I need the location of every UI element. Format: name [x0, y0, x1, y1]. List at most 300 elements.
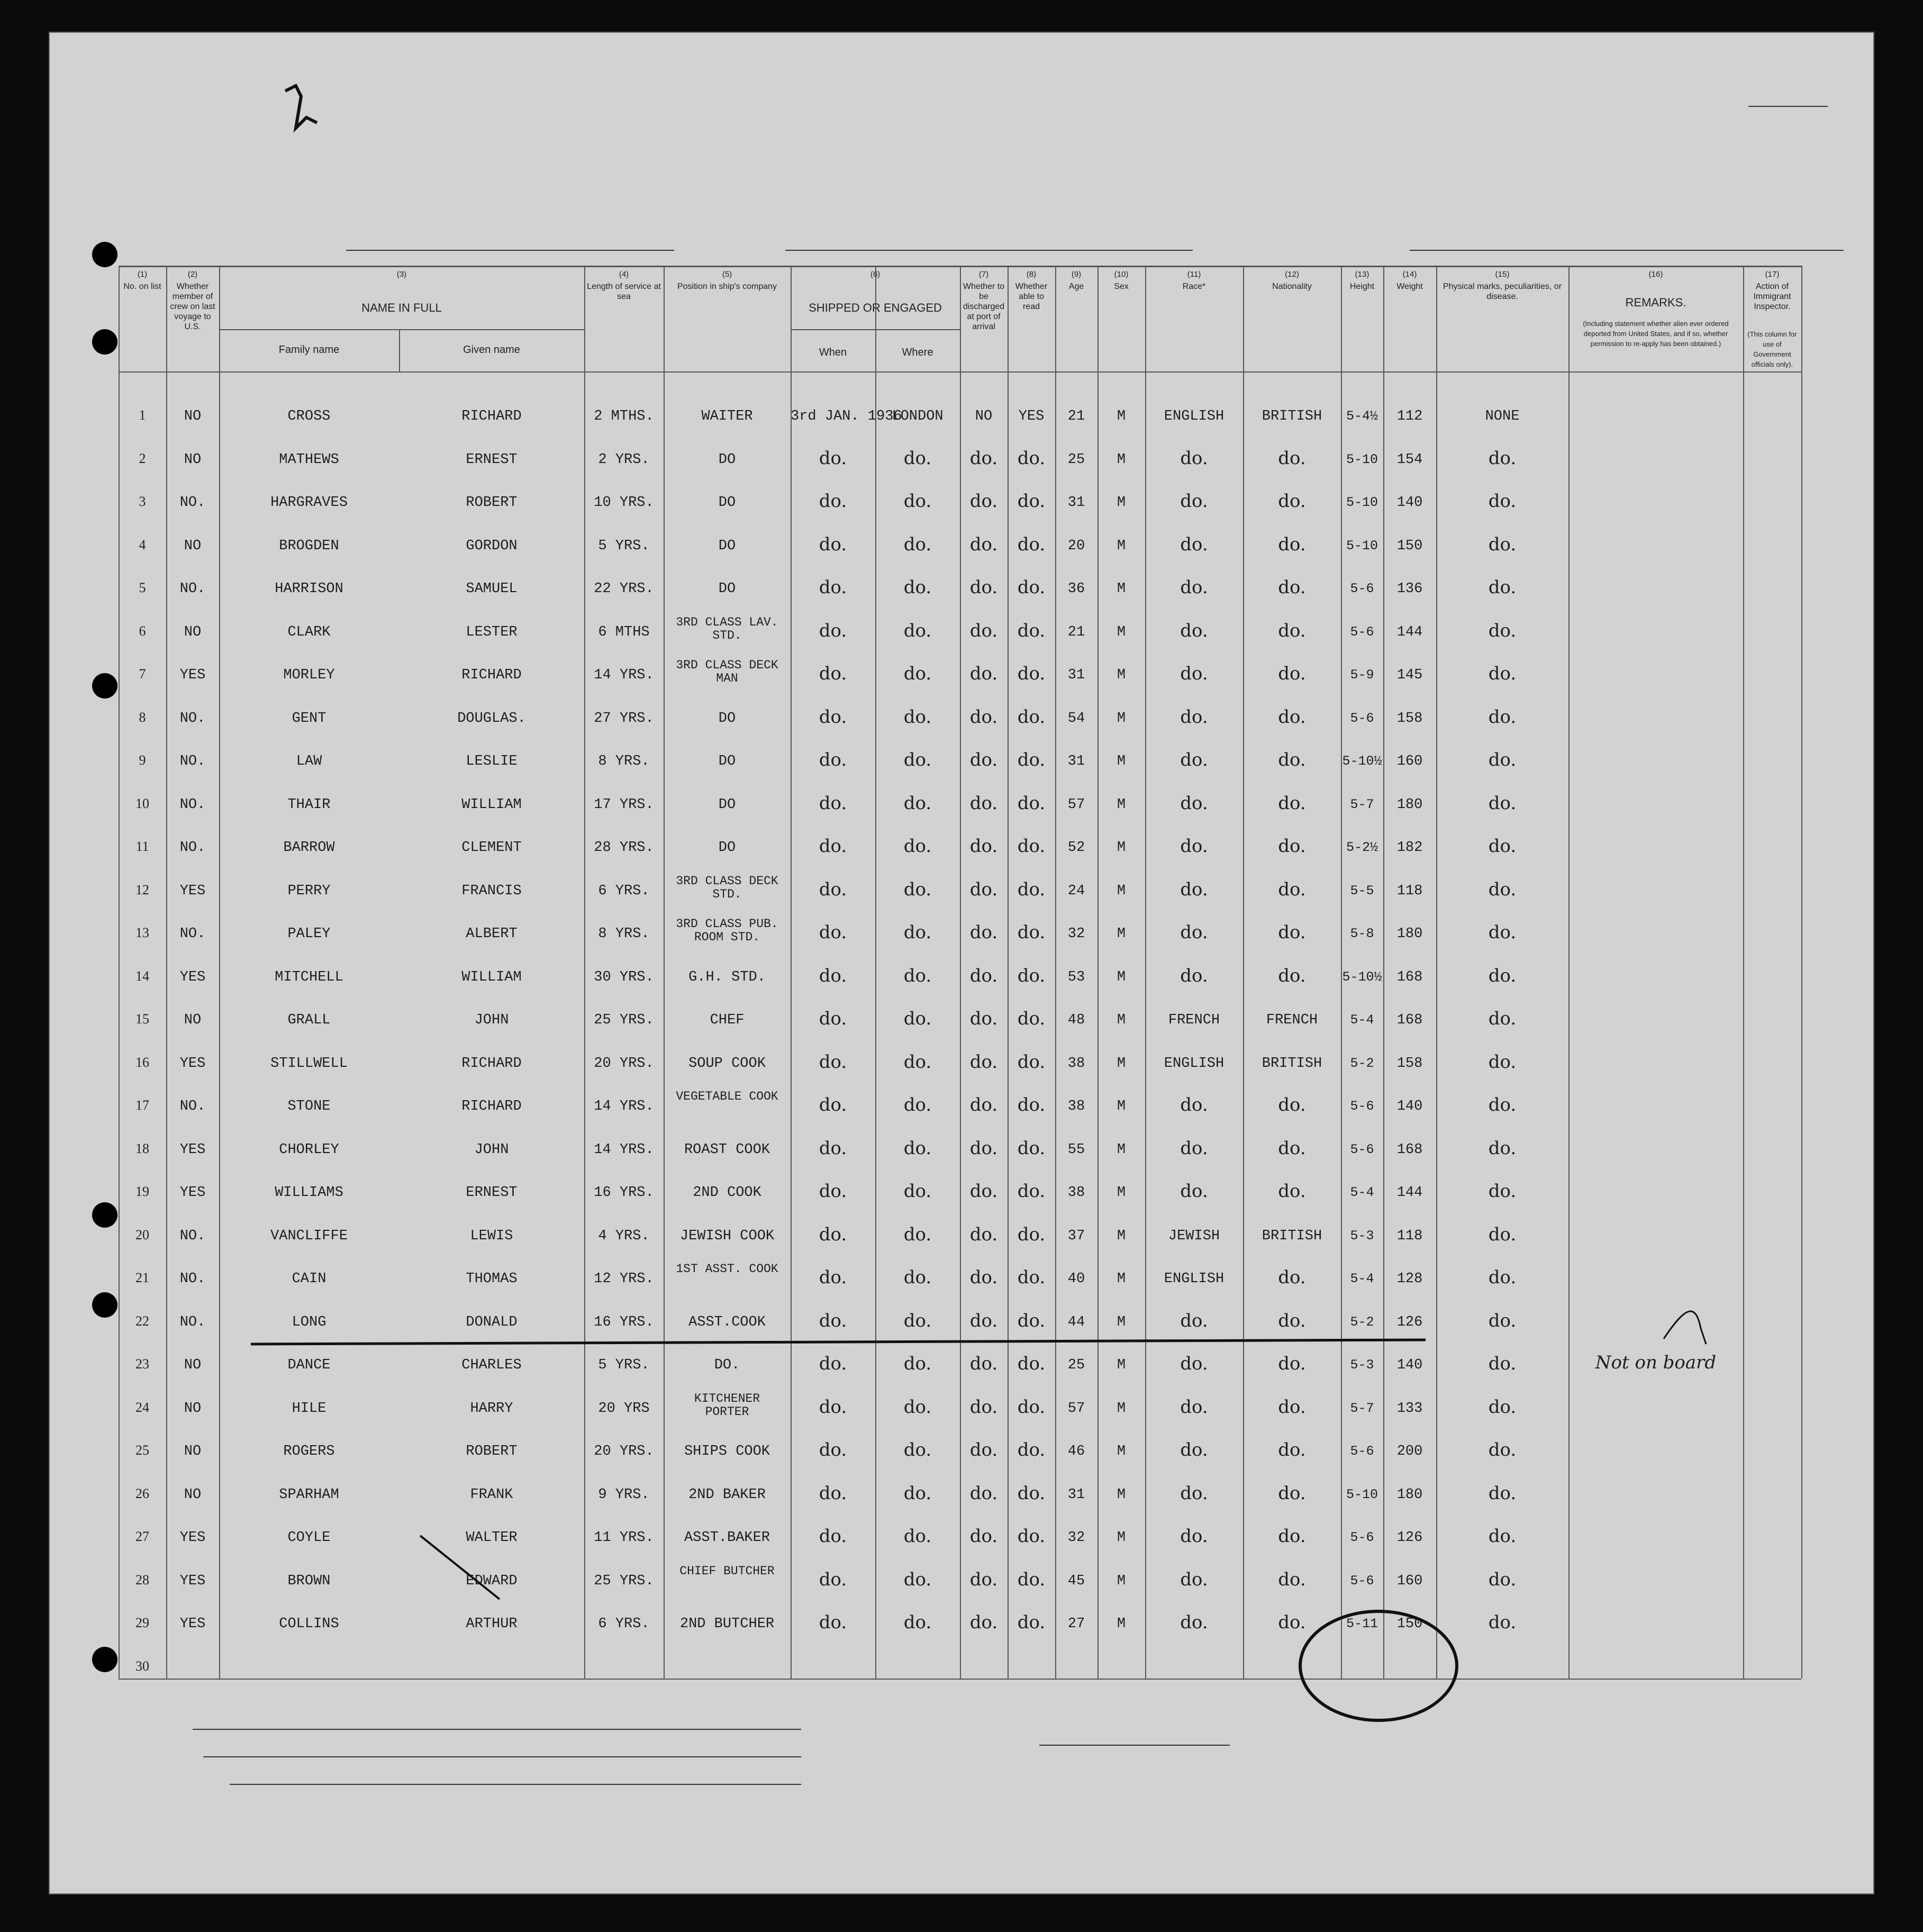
discharged-cell: do.	[969, 491, 998, 512]
weight-cell: 133	[1396, 1400, 1423, 1417]
able-to-read-cell: do.	[1017, 922, 1046, 943]
shipped-when-cell: do.	[819, 1568, 847, 1590]
nationality-cell: FRENCH	[1266, 1012, 1318, 1028]
able-to-read-cell: do.	[1017, 749, 1046, 770]
height-cell: 5-7	[1350, 1400, 1374, 1416]
race-cell: do.	[1180, 1526, 1208, 1547]
physical-marks-cell: do.	[1488, 1310, 1517, 1331]
shipped-where-cell: do.	[903, 1568, 932, 1590]
height-cell: 5-10	[1346, 451, 1378, 467]
shipped-where-cell: do.	[903, 1439, 932, 1461]
shipped-when-cell: do.	[819, 1353, 847, 1374]
shipped-where-cell: do.	[903, 922, 932, 943]
weight-cell: 150	[1396, 538, 1423, 554]
shipped-where-cell: do.	[903, 1223, 932, 1245]
row-number: 16	[135, 1054, 149, 1070]
age-cell: 52	[1067, 840, 1085, 856]
prev-voyage-cell: NO	[184, 1486, 202, 1503]
sex-cell: M	[1117, 624, 1126, 640]
able-to-read-cell: do.	[1017, 620, 1046, 641]
discharged-cell: do.	[969, 1568, 998, 1590]
age-cell: 48	[1067, 1012, 1085, 1028]
shipped-when-cell: do.	[819, 878, 847, 900]
shipped-where-cell: do.	[903, 491, 932, 512]
age-cell: 40	[1067, 1271, 1085, 1287]
position-cell: ASST.BAKER	[684, 1530, 770, 1546]
position-cell: WAITER	[701, 409, 753, 424]
age-cell: 38	[1067, 1185, 1085, 1201]
discharged-cell: do.	[969, 1094, 998, 1115]
where-header: Where	[902, 347, 933, 358]
weight-cell: 200	[1396, 1444, 1423, 1459]
age-cell: 57	[1067, 796, 1085, 813]
shipped-where-cell: do.	[903, 1310, 932, 1331]
column-header: Whether member of crew on last voyage to U.S.	[170, 282, 215, 331]
shipped-when-cell: do.	[819, 1181, 847, 1202]
sex-cell: M	[1117, 840, 1126, 856]
weight-cell: 160	[1396, 754, 1423, 769]
able-to-read-cell: do.	[1017, 577, 1046, 598]
family-name-cell: GENT	[292, 710, 326, 727]
height-cell: 5-7	[1350, 796, 1374, 812]
row-number: 4	[139, 537, 146, 552]
family-name-cell: CROSS	[287, 409, 331, 424]
given-name-cell: JOHN	[474, 1012, 509, 1028]
position-cell: VEGETABLE COOK	[676, 1090, 778, 1103]
physical-marks-cell: do.	[1488, 1526, 1517, 1547]
given-name-cell: JOHN	[474, 1141, 509, 1158]
nationality-cell: do.	[1278, 491, 1306, 512]
shipped-where-cell: do.	[903, 1526, 932, 1547]
family-name-cell: MATHEWS	[279, 451, 339, 468]
prev-voyage-cell: YES	[179, 1573, 206, 1589]
shipped-when-cell: do.	[819, 922, 847, 943]
row-number: 9	[139, 752, 146, 768]
position-cell: KITCHENER PORTER	[694, 1391, 760, 1419]
height-cell: 5-6	[1350, 581, 1374, 596]
shipped-when-cell: do.	[819, 965, 847, 986]
nationality-cell: do.	[1278, 1568, 1306, 1590]
able-to-read-cell: do.	[1017, 663, 1046, 684]
physical-marks-cell: do.	[1488, 1051, 1517, 1073]
sex-cell: M	[1117, 538, 1126, 554]
given-name-cell: HARRY	[470, 1400, 513, 1417]
weight-cell: 118	[1396, 883, 1423, 899]
family-name-cell: PERRY	[287, 883, 331, 899]
race-cell: do.	[1180, 878, 1208, 900]
physical-marks-cell: do.	[1488, 1439, 1517, 1461]
row-number: 15	[135, 1011, 149, 1027]
height-cell: 5-3	[1350, 1357, 1374, 1373]
weight-cell: 144	[1396, 1185, 1423, 1201]
shipped-when-cell: do.	[819, 663, 847, 684]
age-cell: 32	[1067, 1530, 1085, 1546]
shipped-when-cell: do.	[819, 577, 847, 598]
race-cell: do.	[1180, 1568, 1208, 1590]
row-number: 22	[135, 1313, 149, 1329]
service-length-cell: 17 YRS.	[594, 796, 654, 813]
weight-cell: 112	[1396, 409, 1423, 424]
family-name-cell: MORLEY	[283, 667, 335, 683]
discharged-cell: do.	[969, 1439, 998, 1461]
race-cell: ENGLISH	[1164, 409, 1224, 424]
physical-marks-cell: do.	[1488, 922, 1517, 943]
family-name-cell: GRALL	[287, 1012, 331, 1028]
age-cell: 55	[1067, 1141, 1085, 1158]
sex-cell: M	[1117, 926, 1126, 942]
sex-cell: M	[1117, 409, 1126, 424]
shipped-where-cell: do.	[903, 533, 932, 555]
race-cell: do.	[1180, 1137, 1208, 1159]
family-name-cell: SPARHAM	[279, 1486, 339, 1503]
discharged-cell: do.	[969, 965, 998, 986]
height-cell: 5-2	[1350, 1314, 1374, 1330]
position-cell: DO	[718, 754, 736, 769]
shipped-when-cell: do.	[819, 706, 847, 728]
shipped-when-cell: do.	[819, 1396, 847, 1418]
given-name-cell: EDWARD	[466, 1573, 518, 1589]
family-name-cell: STILLWELL	[270, 1055, 348, 1072]
row-number: 20	[135, 1227, 149, 1242]
age-cell: 27	[1067, 1616, 1085, 1632]
given-name-cell: LEWIS	[470, 1228, 513, 1244]
position-cell: G.H. STD.	[688, 969, 766, 985]
nationality-cell: do.	[1278, 1482, 1306, 1504]
column-number: (7)	[978, 270, 989, 279]
sex-cell: M	[1117, 969, 1126, 985]
age-cell: 45	[1067, 1573, 1085, 1589]
given-name-cell: ERNEST	[466, 1185, 518, 1201]
given-name-cell: RICHARD	[461, 409, 522, 424]
shipped-when-cell: do.	[819, 447, 847, 469]
shipped-where-cell: do.	[903, 1396, 932, 1418]
service-length-cell: 6 YRS.	[598, 883, 650, 899]
nationality-cell: do.	[1278, 577, 1306, 598]
sex-cell: M	[1117, 1573, 1126, 1589]
nationality-cell: do.	[1278, 533, 1306, 555]
service-length-cell: 5 YRS.	[598, 538, 650, 554]
age-cell: 25	[1067, 451, 1085, 468]
prev-voyage-cell: YES	[179, 1185, 206, 1201]
weight-cell: 180	[1396, 796, 1423, 813]
sex-cell: M	[1117, 1228, 1126, 1244]
shipped-when-cell: do.	[819, 1051, 847, 1073]
nationality-cell: do.	[1278, 1094, 1306, 1115]
column-number: (16)	[1648, 270, 1663, 279]
weight-cell: 140	[1396, 1099, 1423, 1114]
family-name-cell: ROGERS	[283, 1444, 335, 1459]
able-to-read-cell: do.	[1017, 792, 1046, 814]
weight-cell: 140	[1396, 1357, 1423, 1373]
physical-marks-cell: do.	[1488, 965, 1517, 986]
discharged-cell: do.	[969, 1223, 998, 1245]
discharged-cell: do.	[969, 577, 998, 598]
service-length-cell: 14 YRS.	[594, 667, 654, 683]
row-number: 10	[135, 795, 149, 811]
sex-cell: M	[1117, 451, 1126, 468]
discharged-cell: do.	[969, 836, 998, 857]
service-length-cell: 22 YRS.	[594, 581, 654, 597]
physical-marks-cell: do.	[1488, 836, 1517, 857]
nationality-cell: do.	[1278, 1612, 1306, 1633]
height-cell: 5-4	[1350, 1012, 1374, 1028]
row-number: 24	[135, 1399, 149, 1415]
discharged-cell: do.	[969, 1526, 998, 1547]
column-number: (8)	[1026, 270, 1037, 279]
race-cell: do.	[1180, 749, 1208, 770]
able-to-read-cell: do.	[1017, 1008, 1046, 1029]
height-cell: 5-4½	[1346, 409, 1378, 424]
given-name-cell: SAMUEL	[466, 581, 518, 597]
physical-marks-cell: NONE	[1485, 409, 1520, 424]
position-cell: 1ST ASST. COOK	[676, 1262, 778, 1276]
discharged-cell: do.	[969, 749, 998, 770]
given-name-cell: THOMAS	[466, 1271, 518, 1287]
sex-cell: M	[1117, 1141, 1126, 1158]
column-header: Race*	[1182, 282, 1206, 291]
prev-voyage-cell: YES	[179, 1055, 206, 1072]
row-number: 30	[135, 1658, 149, 1674]
weight-cell: 168	[1396, 969, 1423, 985]
physical-marks-cell: do.	[1488, 577, 1517, 598]
height-cell: 5-10½	[1342, 969, 1382, 985]
shipped-when-cell: do.	[819, 836, 847, 857]
shipped-where-cell: do.	[903, 749, 932, 770]
discharged-cell: do.	[969, 1310, 998, 1331]
service-length-cell: 4 YRS.	[598, 1228, 650, 1244]
age-cell: 25	[1067, 1357, 1085, 1373]
given-name-cell: RICHARD	[461, 667, 522, 683]
race-cell: do.	[1180, 1094, 1208, 1115]
race-cell: do.	[1180, 1482, 1208, 1504]
weight-cell: 168	[1396, 1012, 1423, 1028]
position-cell: ASST.COOK	[688, 1314, 766, 1330]
sex-cell: M	[1117, 1357, 1126, 1373]
prev-voyage-cell: NO	[184, 1444, 202, 1459]
weight-cell: 158	[1396, 1055, 1423, 1072]
position-cell: DO	[718, 581, 736, 597]
sex-cell: M	[1117, 796, 1126, 813]
physical-marks-cell: do.	[1488, 706, 1517, 728]
prev-voyage-cell: YES	[179, 667, 206, 683]
shipped-where-cell: do.	[903, 965, 932, 986]
given-name-cell: ROBERT	[466, 1444, 518, 1459]
service-length-cell: 28 YRS.	[594, 840, 654, 856]
prev-voyage-cell: NO	[184, 538, 202, 554]
given-name-cell: ARTHUR	[466, 1616, 518, 1632]
shipped-when-cell: do.	[819, 620, 847, 641]
shipped-where-cell: do.	[903, 1482, 932, 1504]
column-header: Position in ship's company	[677, 282, 777, 291]
physical-marks-cell: do.	[1488, 1396, 1517, 1418]
service-length-cell: 27 YRS.	[594, 710, 654, 727]
service-length-cell: 30 YRS.	[594, 969, 654, 985]
given-name-cell: RICHARD	[461, 1099, 522, 1114]
height-cell: 5-3	[1350, 1228, 1374, 1244]
when-header: When	[819, 347, 847, 358]
able-to-read-cell: do.	[1017, 1051, 1046, 1073]
shipped-when-cell: do.	[819, 533, 847, 555]
row-number: 11	[135, 839, 149, 854]
nationality-cell: do.	[1278, 1439, 1306, 1461]
position-cell: DO	[718, 796, 736, 813]
able-to-read-cell: do.	[1017, 447, 1046, 469]
position-cell: 3RD CLASS DECK STD.	[676, 874, 778, 901]
given-name-cell: WALTER	[466, 1530, 518, 1546]
given-name-cell: DONALD	[466, 1314, 518, 1330]
family-name-cell: BARROW	[283, 840, 335, 856]
age-cell: 54	[1067, 710, 1085, 727]
shipped-where-cell: do.	[903, 620, 932, 641]
position-cell: 2ND COOK	[693, 1185, 761, 1201]
family-name-cell: DANCE	[287, 1357, 331, 1373]
race-cell: FRENCH	[1168, 1012, 1220, 1028]
physical-marks-cell: do.	[1488, 1612, 1517, 1633]
age-cell: 31	[1067, 754, 1085, 769]
shipped-where-cell: do.	[903, 836, 932, 857]
service-length-cell: 16 YRS.	[594, 1185, 654, 1201]
race-cell: do.	[1180, 620, 1208, 641]
sex-cell: M	[1117, 1400, 1126, 1417]
height-cell: 5-10½	[1342, 754, 1382, 769]
family-name-cell: HILE	[292, 1400, 326, 1417]
prev-voyage-cell: NO.	[179, 840, 206, 856]
family-name-cell: BROWN	[287, 1573, 331, 1589]
shipped-where-cell: do.	[903, 577, 932, 598]
given-name-cell: GORDON	[466, 538, 518, 554]
prev-voyage-cell: NO	[184, 624, 202, 640]
prev-voyage-cell: YES	[179, 1616, 206, 1632]
column-number: (9)	[1071, 270, 1082, 279]
shipped-when-cell: do.	[819, 1267, 847, 1288]
age-cell: 24	[1067, 883, 1085, 899]
prev-voyage-cell: NO	[184, 409, 202, 424]
discharged-cell: do.	[969, 1137, 998, 1159]
prev-voyage-cell: YES	[179, 1530, 206, 1546]
family-name-cell: THAIR	[287, 796, 331, 813]
column-header: Whether able to read	[1015, 282, 1048, 311]
physical-marks-cell: do.	[1488, 447, 1517, 469]
able-to-read-cell: do.	[1017, 533, 1046, 555]
prev-voyage-cell: NO.	[179, 581, 206, 597]
height-cell: 5-4	[1350, 1185, 1374, 1200]
discharged-cell: do.	[969, 1181, 998, 1202]
discharged-cell: do.	[969, 706, 998, 728]
weight-cell: 118	[1396, 1228, 1423, 1244]
shipped-where-cell: do.	[903, 1137, 932, 1159]
discharged-cell: do.	[969, 1612, 998, 1633]
position-cell: 3RD CLASS LAV. STD.	[676, 615, 778, 642]
nationality-cell: BRITISH	[1262, 1228, 1322, 1244]
prev-voyage-cell: NO.	[179, 1228, 206, 1244]
race-cell: do.	[1180, 836, 1208, 857]
sex-cell: M	[1117, 1185, 1126, 1201]
physical-marks-cell: do.	[1488, 663, 1517, 684]
able-to-read-cell: do.	[1017, 836, 1046, 857]
family-name-cell: CHORLEY	[279, 1141, 339, 1158]
manifest-sheet	[49, 32, 1874, 1894]
prev-voyage-cell: NO.	[179, 1271, 206, 1287]
able-to-read-cell: do.	[1017, 1439, 1046, 1461]
physical-marks-cell: do.	[1488, 1267, 1517, 1288]
column-header: Sex	[1114, 282, 1129, 291]
row-number: 28	[135, 1572, 149, 1588]
nationality-cell: do.	[1278, 965, 1306, 986]
age-cell: 46	[1067, 1444, 1085, 1459]
discharged-cell: do.	[969, 1482, 998, 1504]
discharged-cell: do.	[969, 447, 998, 469]
family-name-cell: CAIN	[292, 1271, 326, 1287]
family-name-cell: BROGDEN	[279, 538, 339, 554]
height-cell: 5-11	[1346, 1616, 1378, 1631]
column-header: NAME IN FULL	[361, 301, 442, 314]
age-cell: 57	[1067, 1400, 1085, 1417]
position-cell: DO.	[714, 1357, 740, 1373]
physical-marks-cell: do.	[1488, 749, 1517, 770]
shipped-where-cell: do.	[903, 447, 932, 469]
weight-cell: 160	[1396, 1573, 1423, 1589]
column-header: Age	[1068, 282, 1084, 291]
service-length-cell: 2 YRS.	[598, 451, 650, 468]
position-cell: DO	[718, 710, 736, 727]
able-to-read-cell: do.	[1017, 1568, 1046, 1590]
column-number: (3)	[396, 270, 407, 279]
service-length-cell: 25 YRS.	[594, 1012, 654, 1028]
able-to-read-cell: do.	[1017, 878, 1046, 900]
nationality-cell: do.	[1278, 620, 1306, 641]
nationality-cell: do.	[1278, 1137, 1306, 1159]
nationality-cell: do.	[1278, 1396, 1306, 1418]
column-header: Height	[1349, 282, 1375, 291]
physical-marks-cell: do.	[1488, 1568, 1517, 1590]
nationality-cell: do.	[1278, 1526, 1306, 1547]
service-length-cell: 12 YRS.	[594, 1271, 654, 1287]
race-cell: do.	[1180, 1310, 1208, 1331]
weight-cell: 158	[1396, 710, 1423, 727]
service-length-cell: 20 YRS.	[594, 1444, 654, 1459]
weight-cell: 136	[1396, 581, 1423, 597]
physical-marks-cell: do.	[1488, 1353, 1517, 1374]
row-number: 1	[139, 407, 146, 423]
position-cell: CHEF	[710, 1012, 745, 1028]
column-header: Weight	[1396, 282, 1423, 291]
shipped-when-cell: do.	[819, 1310, 847, 1331]
position-cell: DO	[718, 840, 736, 856]
age-cell: 53	[1067, 969, 1085, 985]
given-name-cell: ROBERT	[466, 495, 518, 511]
column-header: Physical marks, peculiarities, or disease.	[1443, 282, 1562, 301]
column-number: (12)	[1285, 270, 1299, 279]
race-cell: do.	[1180, 706, 1208, 728]
nationality-cell: do.	[1278, 1353, 1306, 1374]
service-length-cell: 9 YRS.	[598, 1486, 650, 1503]
prev-voyage-cell: YES	[179, 883, 206, 899]
weight-cell: 145	[1396, 667, 1423, 683]
race-cell: do.	[1180, 577, 1208, 598]
row-number: 29	[135, 1615, 149, 1630]
height-cell: 5-10	[1346, 495, 1378, 510]
race-cell: ENGLISH	[1164, 1055, 1224, 1072]
race-cell: do.	[1180, 663, 1208, 684]
service-length-cell: 8 YRS.	[598, 926, 650, 942]
shipped-where-cell: do.	[903, 1181, 932, 1202]
race-cell: do.	[1180, 1612, 1208, 1633]
action-note: (This column for use of Government officials only).	[1747, 330, 1797, 368]
service-length-cell: 20 YRS.	[594, 1055, 654, 1072]
age-cell: 44	[1067, 1314, 1085, 1330]
nationality-cell: BRITISH	[1262, 1055, 1322, 1072]
shipped-where-cell: do.	[903, 878, 932, 900]
